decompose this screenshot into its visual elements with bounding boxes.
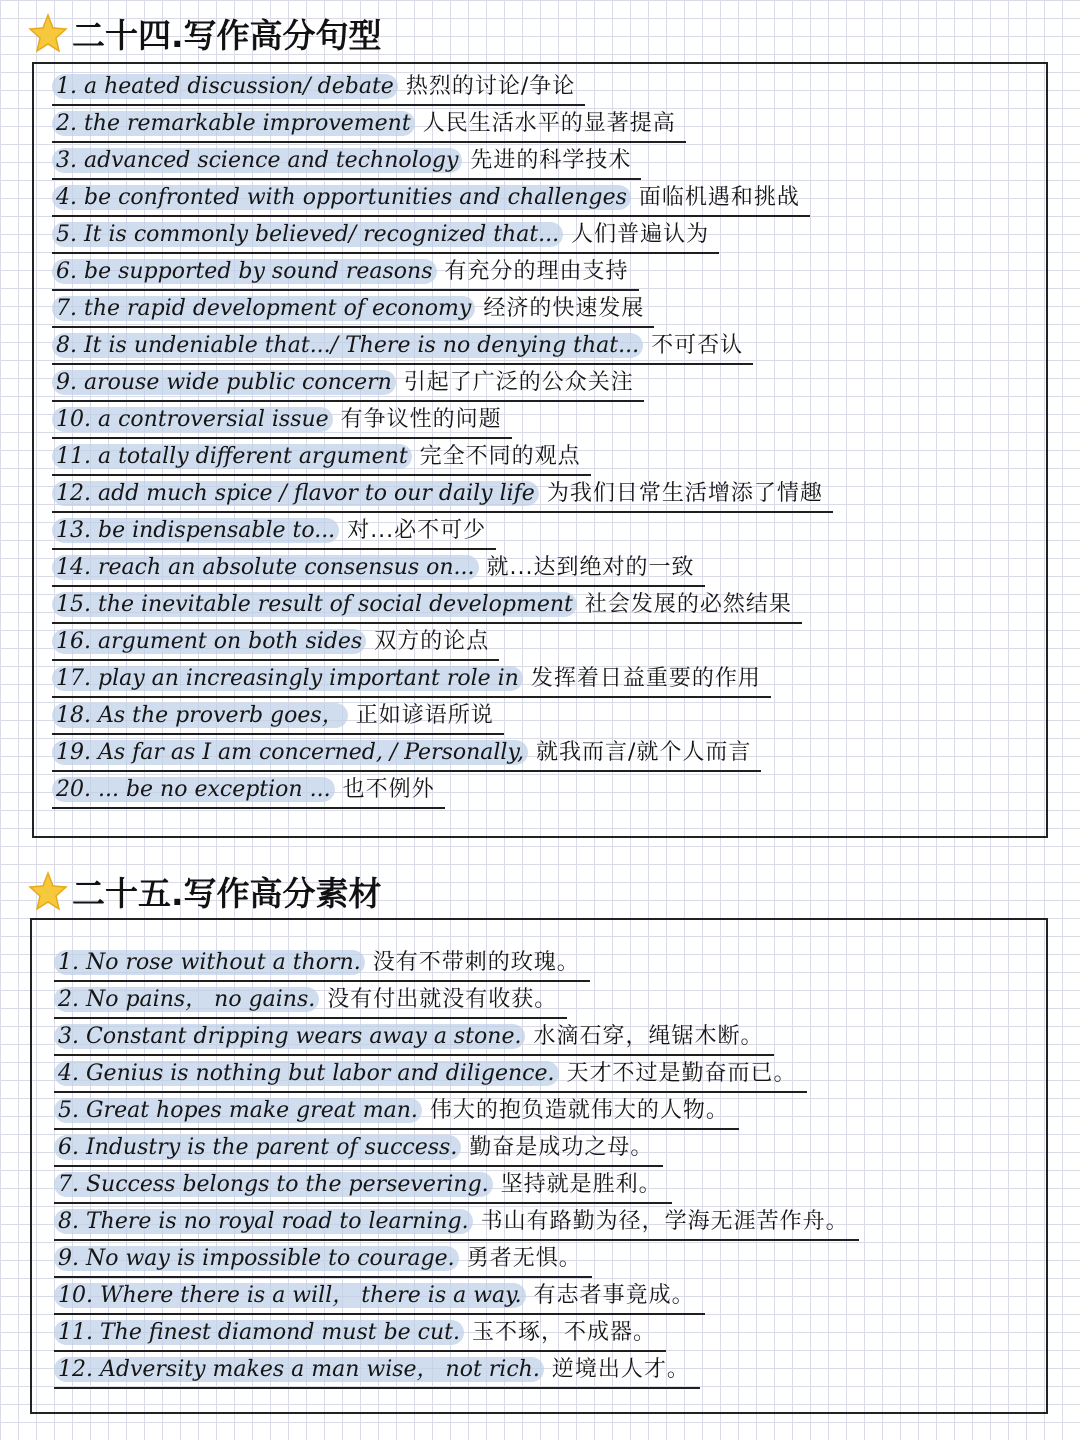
- list-item: [52, 588, 802, 624]
- chinese-translation: 社会发展的必然结果: [584, 592, 792, 617]
- list-item: [54, 1168, 672, 1204]
- list-item: [52, 551, 705, 587]
- chinese-translation: 人们普遍认为: [571, 222, 710, 247]
- english-phrase: 4. be confronted with opportunities and challenges: [52, 185, 631, 210]
- chinese-translation: 双方的论点: [374, 629, 490, 654]
- list-item: [52, 477, 833, 513]
- list-item: [52, 403, 512, 439]
- chinese-translation: 为我们日常生活增添了情趣: [546, 481, 823, 506]
- list-item: [52, 773, 445, 809]
- chinese-translation: 也不例外: [342, 777, 435, 802]
- english-quote: 12. Adversity makes a man wise， not rich.: [54, 1357, 544, 1382]
- english-phrase: 19. As far as I am concerned, / Personally,: [52, 740, 528, 765]
- list-item: [54, 1020, 774, 1056]
- chinese-translation: 有志者事竟成。: [533, 1283, 695, 1308]
- english-quote: 7. Success belongs to the persevering.: [54, 1172, 493, 1197]
- list-item: [54, 1279, 705, 1315]
- list-item: [52, 736, 761, 772]
- list-item: [52, 329, 753, 365]
- english-quote: 3. Constant dripping wears away a stone.: [54, 1024, 525, 1049]
- list-item: [52, 625, 499, 661]
- star-icon: [28, 13, 68, 53]
- english-phrase: 7. the rapid development of economy: [52, 296, 475, 321]
- english-phrase: 3. advanced science and technology: [52, 148, 462, 173]
- chinese-translation: 正如谚语所说: [355, 703, 494, 728]
- english-phrase: 5. It is commonly believed/ recognized that...: [52, 222, 563, 247]
- chinese-translation: 伟大的抱负造就伟大的人物。: [429, 1098, 729, 1123]
- chinese-translation: 玉不琢，不成器。: [471, 1320, 656, 1345]
- chinese-translation: 坚持就是胜利。: [500, 1172, 662, 1197]
- list-item: [54, 1057, 807, 1093]
- english-phrase: 13. be indispensable to...: [52, 518, 339, 543]
- phrases-box: [32, 62, 1048, 838]
- section-title-text: 二十四.写作高分句型: [72, 15, 382, 55]
- list-item: [52, 70, 585, 106]
- chinese-translation: 热烈的讨论/争论: [405, 74, 576, 99]
- quotes-box: [30, 918, 1048, 1414]
- list-item: [54, 1316, 666, 1352]
- chinese-translation: 人民生活水平的显著提高: [422, 111, 676, 136]
- list-item: [54, 1353, 700, 1389]
- english-quote: 6. Industry is the parent of success.: [54, 1135, 461, 1160]
- chinese-translation: 对...必不可少: [347, 518, 487, 543]
- chinese-translation: 面临机遇和挑战: [638, 185, 800, 210]
- english-phrase: 1. a heated discussion/ debate: [52, 74, 398, 99]
- list-item: [52, 440, 591, 476]
- list-item: [52, 366, 644, 402]
- chinese-translation: 天才不过是勤奋而已。: [566, 1061, 797, 1086]
- english-quote: 11. The finest diamond must be cut.: [54, 1320, 464, 1345]
- section-title-25: [28, 868, 382, 914]
- chinese-translation: 引起了广泛的公众关注: [403, 370, 634, 395]
- chinese-translation: 水滴石穿，绳锯木断。: [533, 1024, 764, 1049]
- list-item: [52, 144, 641, 180]
- chinese-translation: 没有不带刺的玫瑰。: [372, 950, 580, 975]
- list-item: [52, 699, 504, 735]
- chinese-translation: 发挥着日益重要的作用: [530, 666, 761, 691]
- chinese-translation: 勇者无惧。: [466, 1246, 582, 1271]
- english-phrase: 16. argument on both sides: [52, 629, 366, 654]
- english-phrase: 18. As the proverb goes，: [52, 703, 348, 728]
- list-item: [54, 1242, 592, 1278]
- chinese-translation: 有充分的理由支持: [444, 259, 629, 284]
- star-icon: [28, 871, 68, 911]
- english-quote: 2. No pains， no gains.: [54, 987, 319, 1012]
- section-title-text: 二十五.写作高分素材: [72, 873, 382, 913]
- chinese-translation: 先进的科学技术: [470, 148, 632, 173]
- english-phrase: 11. a totally different argument: [52, 444, 412, 469]
- chinese-translation: 逆境出人才。: [551, 1357, 690, 1382]
- english-quote: 1. No rose without a thorn.: [54, 950, 365, 975]
- list-item: [52, 662, 771, 698]
- list-item: [52, 181, 810, 217]
- english-quote: 8. There is no royal road to learning.: [54, 1209, 473, 1234]
- chinese-translation: 就我而言/就个人而言: [535, 740, 752, 765]
- english-quote: 9. No way is impossible to courage.: [54, 1246, 459, 1271]
- list-item: [52, 514, 496, 550]
- english-phrase: 8. It is undeniable that.../ There is no denying that...: [52, 333, 643, 358]
- chinese-translation: 没有付出就没有收获。: [327, 987, 558, 1012]
- english-phrase: 15. the inevitable result of social development: [52, 592, 577, 617]
- list-item: [52, 255, 639, 291]
- list-item: [54, 1205, 859, 1241]
- english-quote: 4. Genius is nothing but labor and diligence.: [54, 1061, 559, 1086]
- english-phrase: 6. be supported by sound reasons: [52, 259, 437, 284]
- chinese-translation: 就...达到绝对的一致: [486, 555, 695, 580]
- chinese-translation: 不可否认: [651, 333, 744, 358]
- chinese-translation: 有争议性的问题: [340, 407, 502, 432]
- english-quote: 5. Great hopes make great man.: [54, 1098, 422, 1123]
- english-phrase: 17. play an increasingly important role in: [52, 666, 523, 691]
- chinese-translation: 书山有路勤为径，学海无涯苦作舟。: [480, 1209, 849, 1234]
- english-phrase: 12. add much spice / flavor to our daily life: [52, 481, 539, 506]
- list-item: [52, 218, 719, 254]
- english-phrase: 2. the remarkable improvement: [52, 111, 415, 136]
- section-title-24: [28, 10, 382, 56]
- english-phrase: 14. reach an absolute consensus on...: [52, 555, 479, 580]
- list-item: [54, 1094, 739, 1130]
- chinese-translation: 完全不同的观点: [419, 444, 581, 469]
- english-phrase: 10. a controversial issue: [52, 407, 333, 432]
- chinese-translation: 勤奋是成功之母。: [469, 1135, 654, 1160]
- english-phrase: 20. ... be no exception ...: [52, 777, 335, 802]
- english-quote: 10. Where there is a will， there is a way.: [54, 1283, 526, 1308]
- chinese-translation: 经济的快速发展: [483, 296, 645, 321]
- list-item: [52, 292, 654, 328]
- english-phrase: 9. arouse wide public concern: [52, 370, 396, 395]
- list-item: [52, 107, 686, 143]
- list-item: [54, 983, 567, 1019]
- list-item: [54, 1131, 663, 1167]
- list-item: [54, 946, 590, 982]
